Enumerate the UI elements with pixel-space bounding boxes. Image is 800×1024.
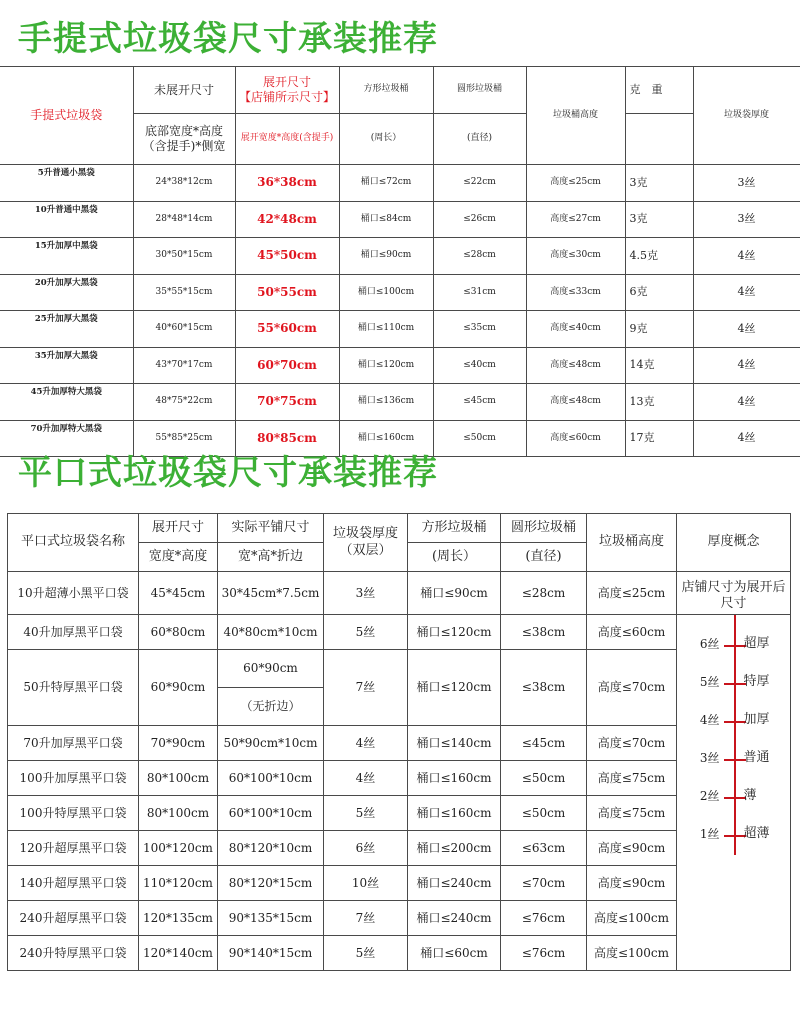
flat-size: 80*120*10cm (218, 831, 324, 866)
bag-name: 140升超厚黑平口袋 (8, 866, 139, 901)
thickness: 7丝 (324, 901, 408, 936)
square-perimeter: 桶口≤140cm (408, 726, 501, 761)
round-diameter: ≤76cm (501, 936, 587, 971)
table-row (0, 347, 800, 384)
col-round-sub: (直径) (433, 114, 526, 165)
scale-tick (724, 759, 746, 761)
col-concept: 厚度概念 (677, 514, 791, 572)
square-perimeter: 桶口≤136cm (339, 384, 433, 421)
unexpanded-size: 40*60*15cm (133, 311, 235, 348)
bin-height: 高度≤90cm (587, 866, 677, 901)
scale-label: 加厚 (743, 712, 770, 727)
round-diameter: ≤40cm (433, 347, 526, 384)
handle-bag-title: 手提式垃圾袋尺寸承装推荐 (18, 19, 438, 59)
flat-size-note: （无折边） (218, 688, 324, 726)
square-perimeter: 桶口≤90cm (408, 572, 501, 615)
thickness-scale (677, 615, 791, 971)
col-expanded-sub: 展开宽度*高度(含提手) (235, 114, 339, 165)
table-row (0, 420, 800, 457)
scale-label: 超薄 (743, 826, 770, 841)
col-expanded-line2: 【店铺所示尺寸】 (238, 90, 335, 104)
scale-level: 3丝 (699, 751, 720, 765)
scale-line (734, 615, 736, 855)
table-row (8, 650, 791, 688)
thickness: 4丝 (693, 274, 800, 311)
col-flat-sub: 宽*高*折边 (218, 543, 324, 572)
round-diameter: ≤50cm (501, 761, 587, 796)
unexpanded-size: 43*70*17cm (133, 347, 235, 384)
bag-name: 70升加厚特大黑袋 (0, 420, 133, 457)
scale-tick (724, 721, 746, 723)
scale-label: 特厚 (743, 674, 770, 689)
thickness: 5丝 (324, 936, 408, 971)
bag-name: 240升超厚黑平口袋 (8, 901, 139, 936)
round-diameter: ≤50cm (501, 796, 587, 831)
thickness: 3丝 (324, 572, 408, 615)
bag-name: 120升超厚黑平口袋 (8, 831, 139, 866)
col-thickness: 垃圾袋厚度（双层） (324, 514, 408, 572)
expanded-size: 120*135cm (139, 901, 218, 936)
bag-name: 70升加厚黑平口袋 (8, 726, 139, 761)
unexpanded-size: 24*38*12cm (133, 165, 235, 202)
square-perimeter: 桶口≤120cm (339, 347, 433, 384)
bag-name: 15升加厚中黑袋 (0, 238, 133, 275)
bin-height: 高度≤60cm (526, 420, 625, 457)
col-weight-blank (625, 114, 693, 165)
square-perimeter: 桶口≤240cm (408, 901, 501, 936)
bin-height: 高度≤75cm (587, 796, 677, 831)
bag-name: 100升特厚黑平口袋 (8, 796, 139, 831)
table-row (8, 761, 791, 796)
weight: 3克 (625, 201, 693, 238)
square-perimeter: 桶口≤200cm (408, 831, 501, 866)
square-perimeter: 桶口≤72cm (339, 165, 433, 202)
thickness: 4丝 (324, 726, 408, 761)
flat-size: 60*100*10cm (218, 761, 324, 796)
thickness: 4丝 (693, 384, 800, 421)
round-diameter: ≤76cm (501, 901, 587, 936)
row-header: 手提式垃圾袋 (0, 67, 133, 165)
bin-height: 高度≤75cm (587, 761, 677, 796)
thickness: 5丝 (324, 615, 408, 650)
bag-name: 35升加厚大黑袋 (0, 347, 133, 384)
table-row (0, 274, 800, 311)
expanded-size: 80*100cm (139, 761, 218, 796)
unexpanded-size: 55*85*25cm (133, 420, 235, 457)
table-row (0, 384, 800, 421)
col-round: 圆形垃圾桶 (501, 514, 587, 543)
weight: 6克 (625, 274, 693, 311)
bag-name: 50升特厚黑平口袋 (8, 650, 139, 726)
bin-height: 高度≤27cm (526, 201, 625, 238)
thickness: 4丝 (693, 420, 800, 457)
scale-level: 6丝 (699, 637, 720, 651)
round-diameter: ≤70cm (501, 866, 587, 901)
square-perimeter: 桶口≤120cm (408, 615, 501, 650)
col-square-sub: (周长） (408, 543, 501, 572)
bin-height: 高度≤25cm (526, 165, 625, 202)
expanded-size: 80*100cm (139, 796, 218, 831)
expanded-size: 60*70cm (235, 347, 339, 384)
expanded-size: 45*45cm (139, 572, 218, 615)
table-row (0, 201, 800, 238)
thickness-scale-diagram (684, 615, 784, 875)
round-diameter: ≤38cm (501, 650, 587, 726)
col-square-sub: (周长） (339, 114, 433, 165)
col-name: 平口式垃圾袋名称 (8, 514, 139, 572)
round-diameter: ≤45cm (433, 384, 526, 421)
col-unexpanded-sub: 底部宽度*高度（含提手)*侧宽 (133, 114, 235, 165)
flat-size: 60*90cm (218, 650, 324, 688)
weight: 13克 (625, 384, 693, 421)
round-diameter: ≤50cm (433, 420, 526, 457)
bag-name: 45升加厚特大黑袋 (0, 384, 133, 421)
thickness: 4丝 (324, 761, 408, 796)
scale-level: 4丝 (699, 713, 720, 727)
expanded-size: 100*120cm (139, 831, 218, 866)
flat-size: 30*45cm*7.5cm (218, 572, 324, 615)
weight: 4.5克 (625, 238, 693, 275)
flat-size: 60*100*10cm (218, 796, 324, 831)
thickness: 4丝 (693, 238, 800, 275)
expanded-size: 70*75cm (235, 384, 339, 421)
table-row (0, 238, 800, 275)
thickness: 10丝 (324, 866, 408, 901)
scale-label: 超厚 (743, 636, 770, 651)
round-diameter: ≤22cm (433, 165, 526, 202)
col-expanded: 展开尺寸 (139, 514, 218, 543)
thickness: 4丝 (693, 347, 800, 384)
bin-height: 高度≤25cm (587, 572, 677, 615)
bin-height: 高度≤100cm (587, 901, 677, 936)
bin-height: 高度≤30cm (526, 238, 625, 275)
square-perimeter: 桶口≤240cm (408, 866, 501, 901)
table-row (0, 165, 800, 202)
flat-bag-table (7, 513, 791, 971)
round-diameter: ≤35cm (433, 311, 526, 348)
square-perimeter: 桶口≤160cm (408, 761, 501, 796)
square-perimeter: 桶口≤120cm (408, 650, 501, 726)
unexpanded-size: 48*75*22cm (133, 384, 235, 421)
col-expanded-sub: 宽度*高度 (139, 543, 218, 572)
bin-height: 高度≤48cm (526, 347, 625, 384)
thickness: 5丝 (324, 796, 408, 831)
bag-name: 10升普通中黑袋 (0, 201, 133, 238)
square-perimeter: 桶口≤60cm (408, 936, 501, 971)
scale-level: 1丝 (699, 827, 720, 841)
scale-level: 2丝 (699, 789, 720, 803)
col-square: 方形垃圾桶 (339, 67, 433, 114)
bin-height: 高度≤33cm (526, 274, 625, 311)
round-diameter: ≤63cm (501, 831, 587, 866)
table-row (8, 726, 791, 761)
col-weight: 克 重 (625, 67, 693, 114)
col-flat: 实际平铺尺寸 (218, 514, 324, 543)
col-thickness: 垃圾袋厚度 (693, 67, 800, 165)
table-row (8, 831, 791, 866)
scale-label: 薄 (743, 788, 757, 803)
bag-name: 20升加厚大黑袋 (0, 274, 133, 311)
thickness: 3丝 (693, 165, 800, 202)
weight: 14克 (625, 347, 693, 384)
flat-size: 90*140*15cm (218, 936, 324, 971)
weight: 3克 (625, 165, 693, 202)
expanded-size: 120*140cm (139, 936, 218, 971)
thickness: 6丝 (324, 831, 408, 866)
bin-height: 高度≤100cm (587, 936, 677, 971)
expanded-size: 70*90cm (139, 726, 218, 761)
bag-name: 10升超薄小黑平口袋 (8, 572, 139, 615)
expanded-size: 80*85cm (235, 420, 339, 457)
bag-name: 40升加厚黑平口袋 (8, 615, 139, 650)
bin-height: 高度≤90cm (587, 831, 677, 866)
flat-size: 40*80cm*10cm (218, 615, 324, 650)
round-diameter: ≤45cm (501, 726, 587, 761)
table-row (0, 311, 800, 348)
expanded-size: 45*50cm (235, 238, 339, 275)
col-round-sub: (直径) (501, 543, 587, 572)
expanded-size: 42*48cm (235, 201, 339, 238)
table-row (8, 901, 791, 936)
handle-bag-table (0, 66, 800, 457)
square-perimeter: 桶口≤90cm (339, 238, 433, 275)
table-row (8, 796, 791, 831)
square-perimeter: 桶口≤100cm (339, 274, 433, 311)
scale-tick (724, 835, 746, 837)
round-diameter: ≤38cm (501, 615, 587, 650)
col-height: 垃圾桶高度 (526, 67, 625, 165)
scale-tick (724, 683, 746, 685)
thickness: 3丝 (693, 201, 800, 238)
scale-tick (724, 645, 746, 647)
square-perimeter: 桶口≤160cm (339, 420, 433, 457)
bin-height: 高度≤70cm (587, 650, 677, 726)
thickness: 4丝 (693, 311, 800, 348)
bin-height: 高度≤60cm (587, 615, 677, 650)
bag-name: 100升加厚黑平口袋 (8, 761, 139, 796)
expanded-size: 60*90cm (139, 650, 218, 726)
table-row (8, 572, 791, 615)
scale-label: 普通 (743, 750, 770, 765)
expanded-size: 60*80cm (139, 615, 218, 650)
table-row (8, 866, 791, 901)
expanded-size: 55*60cm (235, 311, 339, 348)
round-diameter: ≤28cm (501, 572, 587, 615)
col-round: 圆形垃圾桶 (433, 67, 526, 114)
bin-height: 高度≤70cm (587, 726, 677, 761)
bag-name: 5升普通小黑袋 (0, 165, 133, 202)
square-perimeter: 桶口≤160cm (408, 796, 501, 831)
col-unexpanded: 未展开尺寸 (133, 67, 235, 114)
col-square: 方形垃圾桶 (408, 514, 501, 543)
round-diameter: ≤28cm (433, 238, 526, 275)
round-diameter: ≤26cm (433, 201, 526, 238)
table-row (8, 615, 791, 650)
bin-height: 高度≤48cm (526, 384, 625, 421)
bag-name: 240升特厚黑平口袋 (8, 936, 139, 971)
flat-size: 90*135*15cm (218, 901, 324, 936)
col-expanded-line1: 展开尺寸 (262, 75, 311, 89)
scale-tick (724, 797, 746, 799)
table-row (8, 936, 791, 971)
weight: 9克 (625, 311, 693, 348)
bin-height: 高度≤40cm (526, 311, 625, 348)
unexpanded-size: 28*48*14cm (133, 201, 235, 238)
expanded-size: 50*55cm (235, 274, 339, 311)
square-perimeter: 桶口≤84cm (339, 201, 433, 238)
weight: 17克 (625, 420, 693, 457)
col-height: 垃圾桶高度 (587, 514, 677, 572)
flat-size: 50*90cm*10cm (218, 726, 324, 761)
bag-name: 25升加厚大黑袋 (0, 311, 133, 348)
round-diameter: ≤31cm (433, 274, 526, 311)
expanded-size: 110*120cm (139, 866, 218, 901)
concept-note: 店铺尺寸为展开后尺寸 (677, 572, 791, 615)
thickness: 7丝 (324, 650, 408, 726)
unexpanded-size: 35*55*15cm (133, 274, 235, 311)
expanded-size: 36*38cm (235, 165, 339, 202)
flat-size: 80*120*15cm (218, 866, 324, 901)
flat-bag-title: 平口式垃圾袋尺寸承装推荐 (18, 453, 438, 493)
unexpanded-size: 30*50*15cm (133, 238, 235, 275)
square-perimeter: 桶口≤110cm (339, 311, 433, 348)
col-expanded (235, 67, 339, 114)
scale-level: 5丝 (699, 675, 720, 689)
